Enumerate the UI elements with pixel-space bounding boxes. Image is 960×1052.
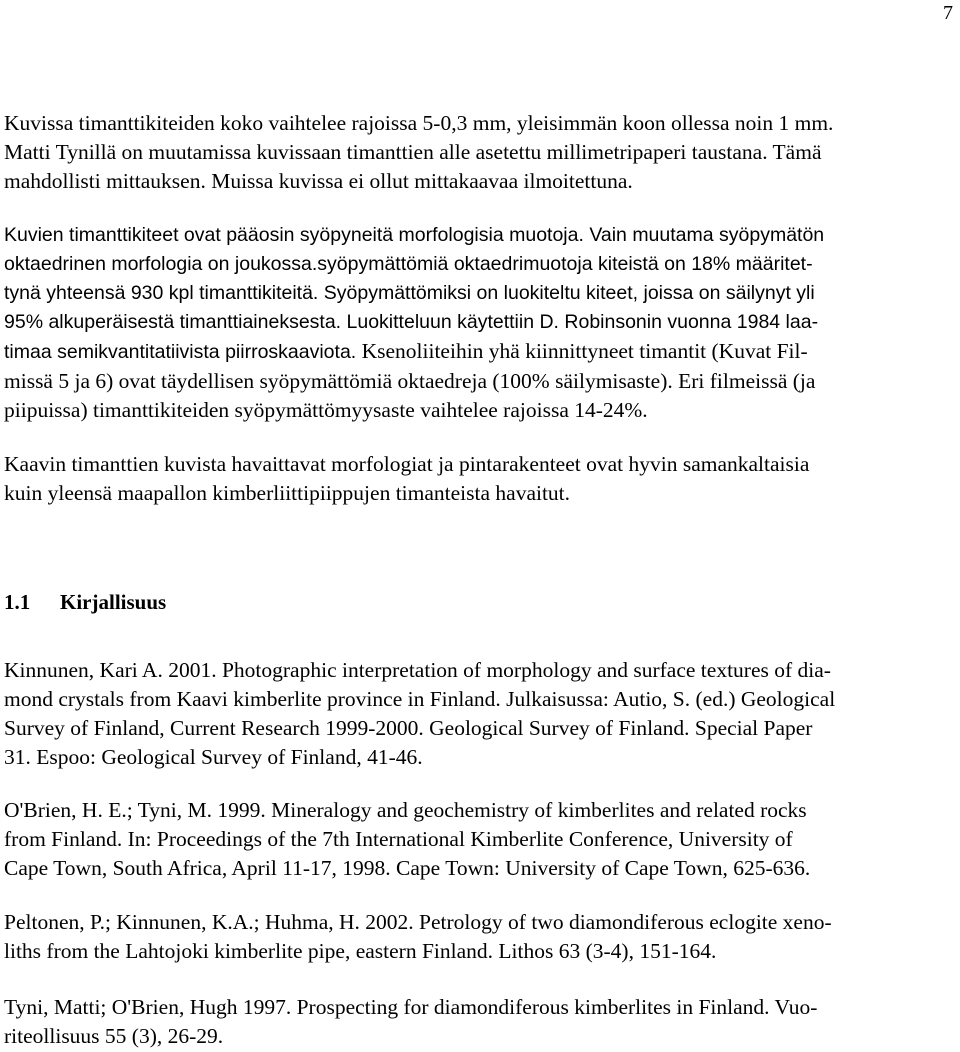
text-line (4, 337, 956, 367)
text-line: riteollisuus 55 (3), 26-29. (4, 1024, 224, 1048)
text-line: missä 5 ja 6) ovat täydellisen syöpymättömiä oktaedreja (100% säilymisaste). Eri filmeissä (ja (4, 369, 816, 393)
text-line: 95% alkuperäisestä timanttiaineksesta. Luokitteluun käytettiin D. Robinsonin vuonna 1984 laa- (4, 311, 819, 333)
text-line: from Finland. In: Proceedings of the 7th International Kimberlite Conference, University of (4, 827, 793, 851)
text-line: piipuissa) timanttikiteiden syöpymättömyysaste vaihtelee rajoissa 14-24%. (4, 398, 648, 422)
text-line: Kaavin timanttien kuvista havaittavat morfologiat ja pintarakenteet ovat hyvin samankaltaisia (4, 452, 810, 476)
text-line: Tyni, Matti; O'Brien, Hugh 1997. Prospecting for diamondiferous kimberlites in Finland. Vuo- (4, 995, 818, 1019)
text-line: kuin yleensä maapallon kimberliittipiippujen timanteista havaitut. (4, 481, 571, 505)
text-line: 31. Espoo: Geological Survey of Finland, 41-46. (4, 745, 423, 769)
reference-entry (4, 908, 956, 966)
text-line: Kuvien timanttikiteet ovat pääosin syöpyneitä morfologisia muotoja. Vain muutama syöpymätön (4, 224, 825, 246)
paragraph-diamond-size (4, 109, 956, 196)
section-heading (4, 588, 166, 617)
reference-entry (4, 796, 956, 883)
text-line: Survey of Finland, Current Research 1999-2000. Geological Survey of Finland. Special Paper (4, 716, 813, 740)
text-line: Peltonen, P.; Kinnunen, K.A.; Huhma, H. 2002. Petrology of two diamondiferous eclogite xeno- (4, 910, 832, 934)
text-line: liths from the Lahtojoki kimberlite pipe, eastern Finland. Lithos 63 (3-4), 151-164. (4, 939, 717, 963)
text-line: O'Brien, H. E.; Tyni, M. 1999. Mineralogy and geochemistry of kimberlites and related rocks (4, 798, 807, 822)
text-line: mahdollisti mittauksen. Muissa kuvissa ei ollut mittakaavaa ilmoitettuna. (4, 169, 633, 193)
text-line: Kinnunen, Kari A. 2001. Photographic interpretation of morphology and surface textures of dia- (4, 658, 831, 682)
text-line: Matti Tynillä on muutamissa kuvissaan timanttien alle asetettu millimetripaperi taustana. Tämä (4, 140, 822, 164)
text-line: Kuvissa timanttikiteiden koko vaihtelee rajoissa 5-0,3 mm, yleisimmän koon ollessa noin 1 mm. (4, 111, 834, 135)
text-segment-sans: timaa semikvantitatiivista piirroskaaviota. (4, 341, 357, 363)
paragraph-morphology (4, 221, 956, 425)
section-number: 1.1 (4, 590, 31, 614)
text-line: oktaedrinen morfologia on joukossa.syöpymättömiä oktaedrimuotoja kiteistä on 18% määritet- (4, 253, 813, 275)
text-line: tynä yhteensä 930 kpl timanttikiteitä. Syöpymättömiksi on luokiteltu kiteet, joissa on säilynyt yli (4, 282, 815, 304)
text-line: mond crystals from Kaavi kimberlite province in Finland. Julkaisussa: Autio, S. (ed.) Geological (4, 687, 836, 711)
text-segment-serif: Ksenoliiteihin yhä kiinnittyneet timantit (Kuvat Fil- (356, 339, 808, 363)
text-line: Cape Town, South Africa, April 11-17, 1998. Cape Town: University of Cape Town, 625-636. (4, 856, 811, 880)
reference-entry (4, 993, 956, 1051)
reference-entry (4, 656, 956, 772)
paragraph-comparison (4, 450, 956, 508)
page-number: 7 (943, 2, 953, 24)
section-title: Kirjallisuus (60, 590, 167, 614)
